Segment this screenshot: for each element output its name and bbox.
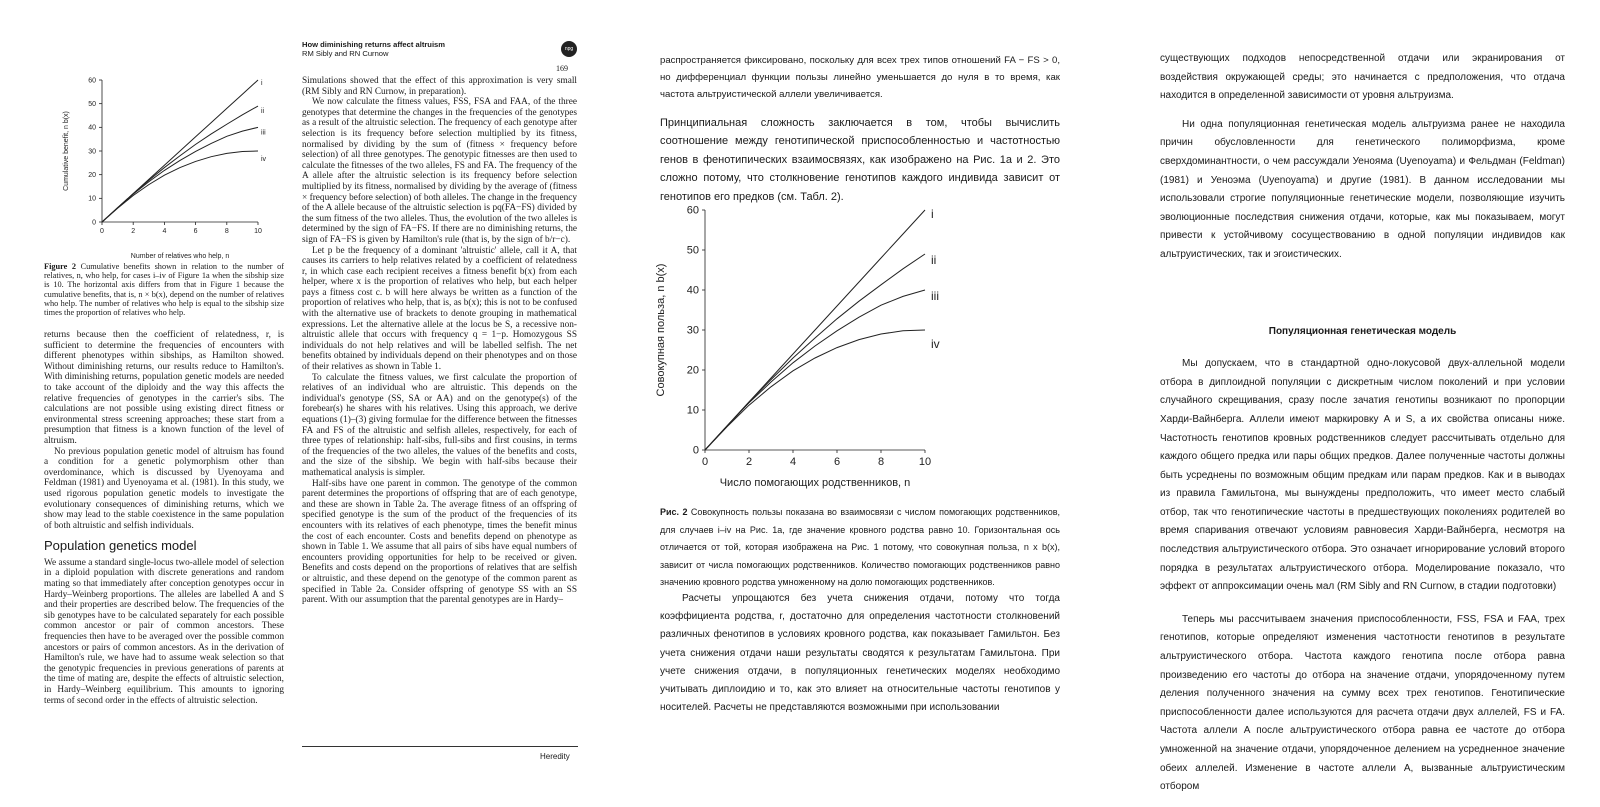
series-label-iv: iv xyxy=(261,156,267,163)
ru-middle-text-bottom xyxy=(660,590,1060,717)
figure-2-chart-ru xyxy=(650,200,970,490)
series-label-iv: iv xyxy=(931,337,940,351)
series-label-iii: iii xyxy=(261,129,266,137)
y-tick-label: 50 xyxy=(686,244,699,257)
paragraph: We now calculate the fitness values, FSS, FSA and FAA, of the three genotypes that determine the changes in the frequencies of the genotypes as a result of the altruistic selection. The frequency of each genotype after selection is its frequency before selection multiplied by its fitness, normalised by dividing by the sum of (fitness × frequency before selection) of all three genotypes. The genotypic fitnesses are then used to calculate the fitnesses of the two alleles, FS and FA. The frequency of the A allele after the altruistic selection is its frequency before selection multiplied by its fitness, normalised by dividing by the average of (fitness × frequency before selection) of both alleles. The change in the frequency of the A allele because of the altruistic selection is pq(FA−FS) divided by the sum fitness of the two alleles. Thus, the evolution of the two alleles is determined by the sign of FA−FS. If there are no diminishing returns, the sign of FA−FS is given by Hamilton's rule (that is, by the sign of b/r−c). xyxy=(302,97,577,245)
paragraph: Расчеты упрощаются без учета снижения отдачи, потому что тогда коэффициента родства, r, достаточно для определения частотности столкновений различных фенотипов в условиях кровного родства, как показывает Гамильтон. Без учета снижения отдачи наши результаты сводятся к результатам Гамильтона. При учете снижения отдачи, в популяционных генетических моделях необходимо учитывать диплоидию и то, как это влияет на относительные частоты генотипов у носителей. Расчеты не представляются возможными при использовании xyxy=(660,593,1060,714)
page-number: 169 xyxy=(556,64,568,73)
paragraph: Принципиальная сложность заключается в том, чтобы вычислить соотношение между генотипической приспособленностью и частотностью генов в фенотипических взаимосвязях, как изображено на Рис. 1a и 2. Это сложно потому, что столкновение генотипов каждого индивида зависит от генотипов его предков (см. Табл. 2). xyxy=(660,116,1060,203)
y-tick-label: 30 xyxy=(88,148,96,156)
paragraph: Half-sibs have one parent in common. The genotype of the common parent determines the proportions of offspring that are of each genotype, and these are shown in Table 2a. The average fitness of an offspring of specified genotype is the sum of the product of the frequencies of its encounters with its relatives of each phenotype, times the benefit minus the cost of each encounter. Costs and benefits depend on phenotype as shown in Table 1. We assume that all pairs of sibs have equal numbers of encounters providing opportunities for help to be received or given. Benefits and costs depend on the proportions of relatives that are selfish or altruistic, and these depend on the genotype of the common parent as specified in Table 2a. Consider offspring of genotype SS with an SS parent. With our assumption that the parental genotypes are in Hardy– xyxy=(302,478,577,606)
series-label-iii: iii xyxy=(931,289,939,303)
paragraph: Теперь мы рассчитываем значения приспособленности, FSS, FSA и FAA, трех генотипов, которые определяют изменения частотности генотипов в результате альтруистического отбора. Частота каждого генотипа после отбора равна произведению его частоты до отбора на значение отдачи, упорядоченному путем деления полученного значения на сумму всех трех генотипов. Генотипические приспособленности далее используются для расчета отдачи двух аллелей, FS и FA. Частота аллели A после альтруистического отбора равна ее частоте до отбора умноженной на значение отдачи, упорядоченное делением на усредненное значение обеих аллелей. Изменение в частоте аллели A, вызванные альтруистическим отбором xyxy=(1160,613,1565,793)
footer-rule xyxy=(302,746,578,747)
series-line-iv xyxy=(705,330,925,450)
figure-2-caption-text: Cumulative benefits shown in relation to the number of relatives, n, who help, for cases i–iv of Figure 1a when the sibship size is 10. The horizontal axis differs from that in Figure 1 because the cumulative benefits, that is, n × b(x), depend on the number of relatives who help. The number of relatives who help is equal to the sibship size times the proportion of relatives who help. xyxy=(44,262,285,318)
paragraph: No previous population genetic model of altruism has found a condition for a genetic polymorphism other than overdominance, which is discussed by Uyenoyama and Feldman (1981) and Uyenoyama et al. (1981). In this study, we used rigorous population genetic models to investigate the evolutionary consequences of diminishing returns, which we show may lead to the stable coexistence in the same population of both altruistic and selfish individuals. xyxy=(44,446,284,531)
left-column-text xyxy=(44,330,284,706)
y-axis-label: Совокупная польза, n b(x) xyxy=(655,263,667,397)
series-line-ii xyxy=(705,254,925,450)
running-title: How diminishing returns affect altruism xyxy=(302,40,446,49)
running-header xyxy=(302,40,572,58)
x-axis-label: Число помогающих родственников, n xyxy=(719,477,911,489)
series-label-ii: ii xyxy=(261,108,265,116)
right-column-text xyxy=(302,76,577,606)
x-tick-label: 10 xyxy=(918,456,932,468)
figure-2-caption-label-ru: Рис. 2 xyxy=(660,507,688,517)
y-tick-label: 30 xyxy=(686,324,699,337)
x-tick-label: 8 xyxy=(224,228,229,235)
y-axis-label: Cumulative benefit, n b(x) xyxy=(63,111,70,191)
x-axis-label: Number of relatives who help, n xyxy=(130,253,230,260)
y-tick-label: 10 xyxy=(88,195,96,203)
series-label-i: i xyxy=(261,80,263,87)
series-label-i: i xyxy=(931,207,934,221)
paragraph: Ни одна популяционная генетическая модель альтруизма ранее не находила причин обусловленности для генетического полиморфизма, кроме сверхдоминантности, о чем рассуждали Уенояма (Uyenoyama) и Фельдман (Feldman) (1981) и Уеноэма (Uyenoyama) и другие (1981). В данном исследовании мы использовали строгие популяционные генетические модели, позволяющие изучить эволюционные последствия снижения отдачи, которые, как мы показываем, могут привести к устойчивому сосуществованию в одной популяции индивидов как альтруистических, так и эгоистических. xyxy=(1160,118,1565,260)
y-tick-label: 20 xyxy=(686,364,699,377)
figure-2-caption-label: Figure 2 xyxy=(44,262,77,271)
section-heading-ru: Популяционная генетическая модель xyxy=(1268,325,1457,337)
x-tick-label: 4 xyxy=(162,228,167,235)
series-line-iv xyxy=(102,151,258,222)
x-tick-label: 4 xyxy=(789,456,797,468)
paragraph: существующих подходов непосредственной отдачи или экранирования от воздействия окружающей среды; это начинается с предположения, что отдача находится в определенной зависимости от уровня альтруизма. xyxy=(1160,53,1565,102)
y-tick-label: 10 xyxy=(686,404,699,417)
x-tick-label: 2 xyxy=(745,456,753,468)
paragraph: Simulations showed that the effect of this approximation is very small (RM Sibly and RN Curnow, in preparation). xyxy=(302,76,577,97)
paragraph: To calculate the fitness values, we first calculate the proportion of relatives of an individual who are altruistic. This depends on the individual's genotype (SS, SA or AA) and on the genotype(s) of the forebear(s) he shares with his relatives. Using this approach, we derive equations (1)–(3) giving formulae for the difference between the fitnesses FA and FS of the altruistic and selfish alleles, respectively, for each of three types of relationship: half-sibs, full-sibs and first cousins, in terms of the frequencies of the two alleles, the values of the benefits and costs, and the size of the sibship. We begin with half-sibs because their mathematical analysis is simpler. xyxy=(302,372,577,478)
paragraph: Let p be the frequency of a dominant 'altruistic' allele, call it A, that causes its carriers to help relatives related by a coefficient of relatedness r, in which case each recipient receives a fitness benefit b(x) from each helper, where x is the proportion of relatives who help, but each helper pays a fitness cost c. b will here always be written as a function of the proportion of relatives who help, that is, as b(x); this is not to be confused with the alternative use of brackets to denote grouping in mathematical expressions. Let the alternative allele at the locus be S, a recessive non-altruistic allele that occurs with frequency q = 1−p. Homozygous SS individuals do not help relatives and will be labelled selfish. The net benefits obtained by individuals depend on their phenotypes and on those of their relatives as shown in Table 1. xyxy=(302,245,577,373)
series-line-iii xyxy=(102,127,258,222)
paragraph: распространяется фиксировано, поскольку для всех трех типов отношений FA − FS > 0, но дифференциал функции пользы линейно уменьшается до нуля в то время, как частота альтруистической аллели увеличивается. xyxy=(660,55,1060,101)
x-tick-label: 6 xyxy=(833,456,841,468)
x-tick-label: 6 xyxy=(193,228,198,235)
publisher-logo: npg xyxy=(561,41,577,57)
section-heading: Population genetics model xyxy=(44,538,197,554)
x-tick-label: 0 xyxy=(100,228,104,235)
y-tick-label: 60 xyxy=(686,204,699,217)
series-label-ii: ii xyxy=(931,253,937,267)
ru-middle-text-top xyxy=(660,52,1060,217)
x-tick-label: 10 xyxy=(254,228,262,235)
series-line-ii xyxy=(102,106,258,222)
figure-2-caption xyxy=(44,262,284,317)
paragraph: We assume a standard single-locus two-allele model of selection in a diploid population with discrete generations and random mating so that immediately after conception genotypes occur in Hardy–Weinberg proportions. The alleles are labelled A and S and their properties are described below. The frequencies of the sib genotypes have to be calculated separately for each possible common ancestor or pair of common ancestors. These frequencies then have to be averaged over the possible common ancestors or pairs of common ancestors. As in the derivation of Hamilton's rule, we have had to assume weak selection so that the genotypic frequencies in previous generations of parents at the time of mating are, despite the effects of altruistic selection, in Hardy–Weinberg equilibrium. This amounts to ignoring terms of second order in the effects of altruistic selection. xyxy=(44,557,284,706)
y-tick-label: 60 xyxy=(88,77,96,85)
y-tick-label: 0 xyxy=(92,219,96,227)
figure-2-chart xyxy=(60,72,270,262)
y-tick-label: 0 xyxy=(692,444,699,457)
y-tick-label: 40 xyxy=(88,124,96,132)
ru-right-text xyxy=(1160,50,1565,807)
paragraph: returns because then the coefficient of relatedness, r, is sufficient to determine the frequencies of encounters with different phenotypes within sibships, as Hamilton showed. Without diminishing returns, our results reduce to Hamilton's. With diminishing returns, population genetic models are needed to take account of the diploidy and the way this affects the relative frequencies of genotypes in the carrier's sibs. The calculations are not possible using existing direct fitness or environmental stress screening approaches; these start from a presumption that fitness is a known function of the level of altruism. xyxy=(44,330,284,446)
x-tick-label: 8 xyxy=(877,456,885,468)
figure-2-caption-ru xyxy=(660,504,1060,592)
y-tick-label: 20 xyxy=(88,172,96,179)
x-tick-label: 0 xyxy=(701,456,709,468)
y-tick-label: 40 xyxy=(686,284,699,297)
figure-2-caption-text-ru: Совокупность пользы показана во взаимосвязи с числом помогающих родственников, для случаев i–iv на Рис. 1a, где значение кровного родства равно 10. Горизонтальная ось отличается от той, которая изображена на Рис. 1 потому, что совокупная польза, n x b(x), зависит от числа помогающих родственников. Количество помогающих родственников равно значению кровного родства умноженному на долю помогающих родственников. xyxy=(660,507,1060,587)
paragraph: Мы допускаем, что в стандартной одно-локусовой двух-аллельной модели отбора в диплоидной популяции с дискретным числом поколений и при условии случайного скрещивания, сразу после зачатия генотипы возникают по пропорции Харди-Вайнберга. Аллели имеют маркировку A и S, а их свойства описаны ниже. Частотность генотипов кровных родственников следует рассчитывать отдельно для каждого общего предка или пары общих предков. Далее полученные частоты должны быть усреднены по возможным общим предкам или парам предков. Как и в выводах из правила Гамильтона, мы вынуждены предположить, что имеет место слабый отбор, так что генотипические частоты в предшествующих поколениях родителей во время спаривания отвечают условиям равновесия Харди-Вайнберга, несмотря на последствия альтруистического отбора. Это означает игнорирование условий второго порядка в результатах альтруистического отбора. Моделирование показало, что эффект от аппроксимации очень мал (RM Sibly and RN Curnow, в стадии подготовки) xyxy=(1160,358,1565,593)
series-line-iii xyxy=(705,290,925,450)
y-tick-label: 50 xyxy=(88,101,96,108)
running-authors: RM Sibly and RN Curnow xyxy=(302,49,389,58)
x-tick-label: 2 xyxy=(131,228,136,235)
journal-name: Heredity xyxy=(540,752,570,761)
